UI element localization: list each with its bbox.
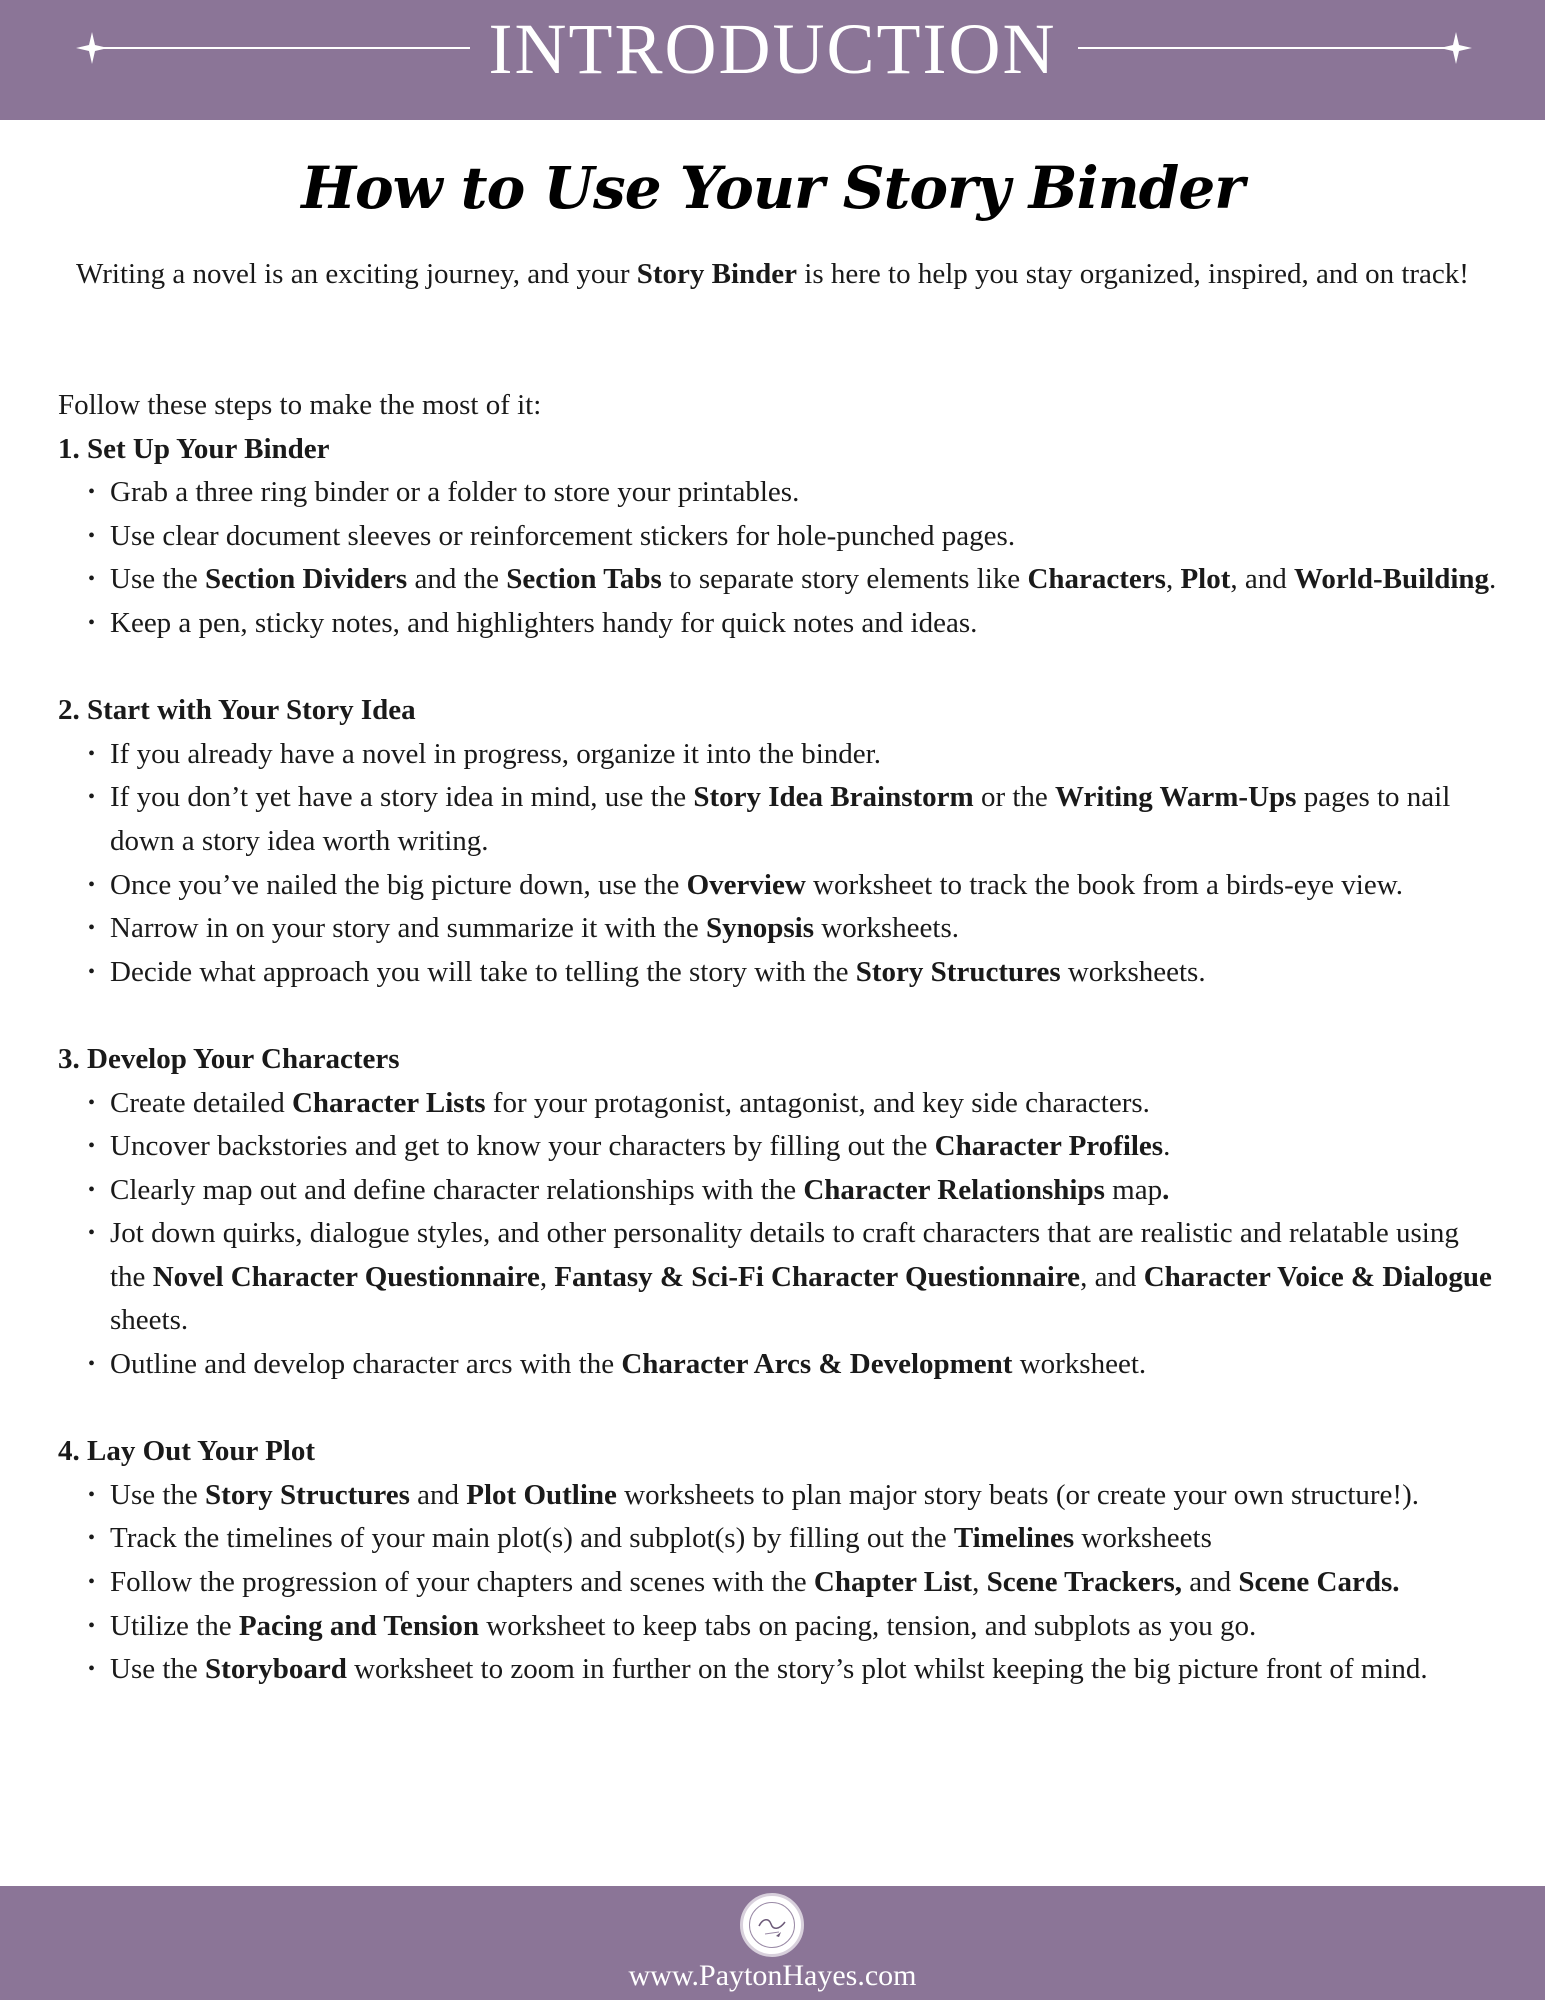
payton-hayes-logo-icon xyxy=(740,1893,804,1957)
main-content xyxy=(58,384,1498,1692)
list-item: • Decide what approach you will take to telling the story with the Story Structures worksheets. xyxy=(110,951,1498,995)
list-item: • If you don’t yet have a story idea in mind, use the Story Idea Brainstorm or the Writing Warm-Ups pages to nail down a story idea worth writing. xyxy=(110,776,1498,863)
page-title: How to Use Your Story Binder xyxy=(301,154,1244,222)
list-item: • Utilize the Pacing and Tension worksheet to keep tabs on pacing, tension, and subplots as you go. xyxy=(110,1605,1498,1649)
header-title: INTRODUCTION xyxy=(488,9,1057,89)
list-item: • Jot down quirks, dialogue styles, and other personality details to craft characters that are realistic and relatable using the Novel Character Questionnaire, Fantasy & Sci-Fi Character Questionnaire, and Character Voice & Dialogue sheets. xyxy=(110,1212,1498,1343)
list-item: • Keep a pen, sticky notes, and highlighters handy for quick notes and ideas. xyxy=(110,602,1498,646)
list-item: • Track the timelines of your main plot(s) and subplot(s) by filling out the Timelines worksheets xyxy=(110,1517,1498,1561)
list-item: • Use the Story Structures and Plot Outline worksheets to plan major story beats (or create your own structure!). xyxy=(110,1474,1498,1518)
intro-paragraph: Writing a novel is an exciting journey, and your Story Binder is here to help you stay organized, inspired, and on track! xyxy=(76,258,1469,290)
bullet-list xyxy=(58,1082,1498,1387)
list-item: • Narrow in on your story and summarize it with the Synopsis worksheets. xyxy=(110,907,1498,951)
section-heading: 3. Develop Your Characters xyxy=(58,1042,400,1075)
list-item: • Use the Section Dividers and the Section Tabs to separate story elements like Characters, Plot, and World-Building. xyxy=(110,558,1498,602)
section-heading: 2. Start with Your Story Idea xyxy=(58,694,416,727)
list-item: • Grab a three ring binder or a folder to store your printables. xyxy=(110,471,1498,515)
bullet-list xyxy=(58,1474,1498,1692)
bullet-list xyxy=(58,733,1498,995)
section-heading: 1. Set Up Your Binder xyxy=(58,432,330,465)
list-item: • Clearly map out and define character relationships with the Character Relationships map. xyxy=(110,1169,1498,1213)
section-heading: 4. Lay Out Your Plot xyxy=(58,1435,315,1468)
list-item: • If you already have a novel in progress, organize it into the binder. xyxy=(110,733,1498,777)
footer-website-link[interactable]: www.PaytonHayes.com xyxy=(628,1959,917,1992)
lead-text: Follow these steps to make the most of it: xyxy=(58,389,542,421)
list-item: • Create detailed Character Lists for your protagonist, antagonist, and key side characters. xyxy=(110,1082,1498,1126)
list-item: • Use the Storyboard worksheet to zoom in further on the story’s plot whilst keeping the big picture front of mind. xyxy=(110,1648,1498,1692)
bullet-list xyxy=(58,471,1498,645)
list-item: • Outline and develop character arcs with the Character Arcs & Development worksheet. xyxy=(110,1343,1498,1387)
list-item: • Once you’ve nailed the big picture down, use the Overview worksheet to track the book from a birds-eye view. xyxy=(110,864,1498,908)
list-item: • Uncover backstories and get to know your characters by filling out the Character Profiles. xyxy=(110,1125,1498,1169)
list-item: • Follow the progression of your chapters and scenes with the Chapter List, Scene Trackers, and Scene Cards. xyxy=(110,1561,1498,1605)
list-item: • Use clear document sleeves or reinforcement stickers for hole-punched pages. xyxy=(110,515,1498,559)
